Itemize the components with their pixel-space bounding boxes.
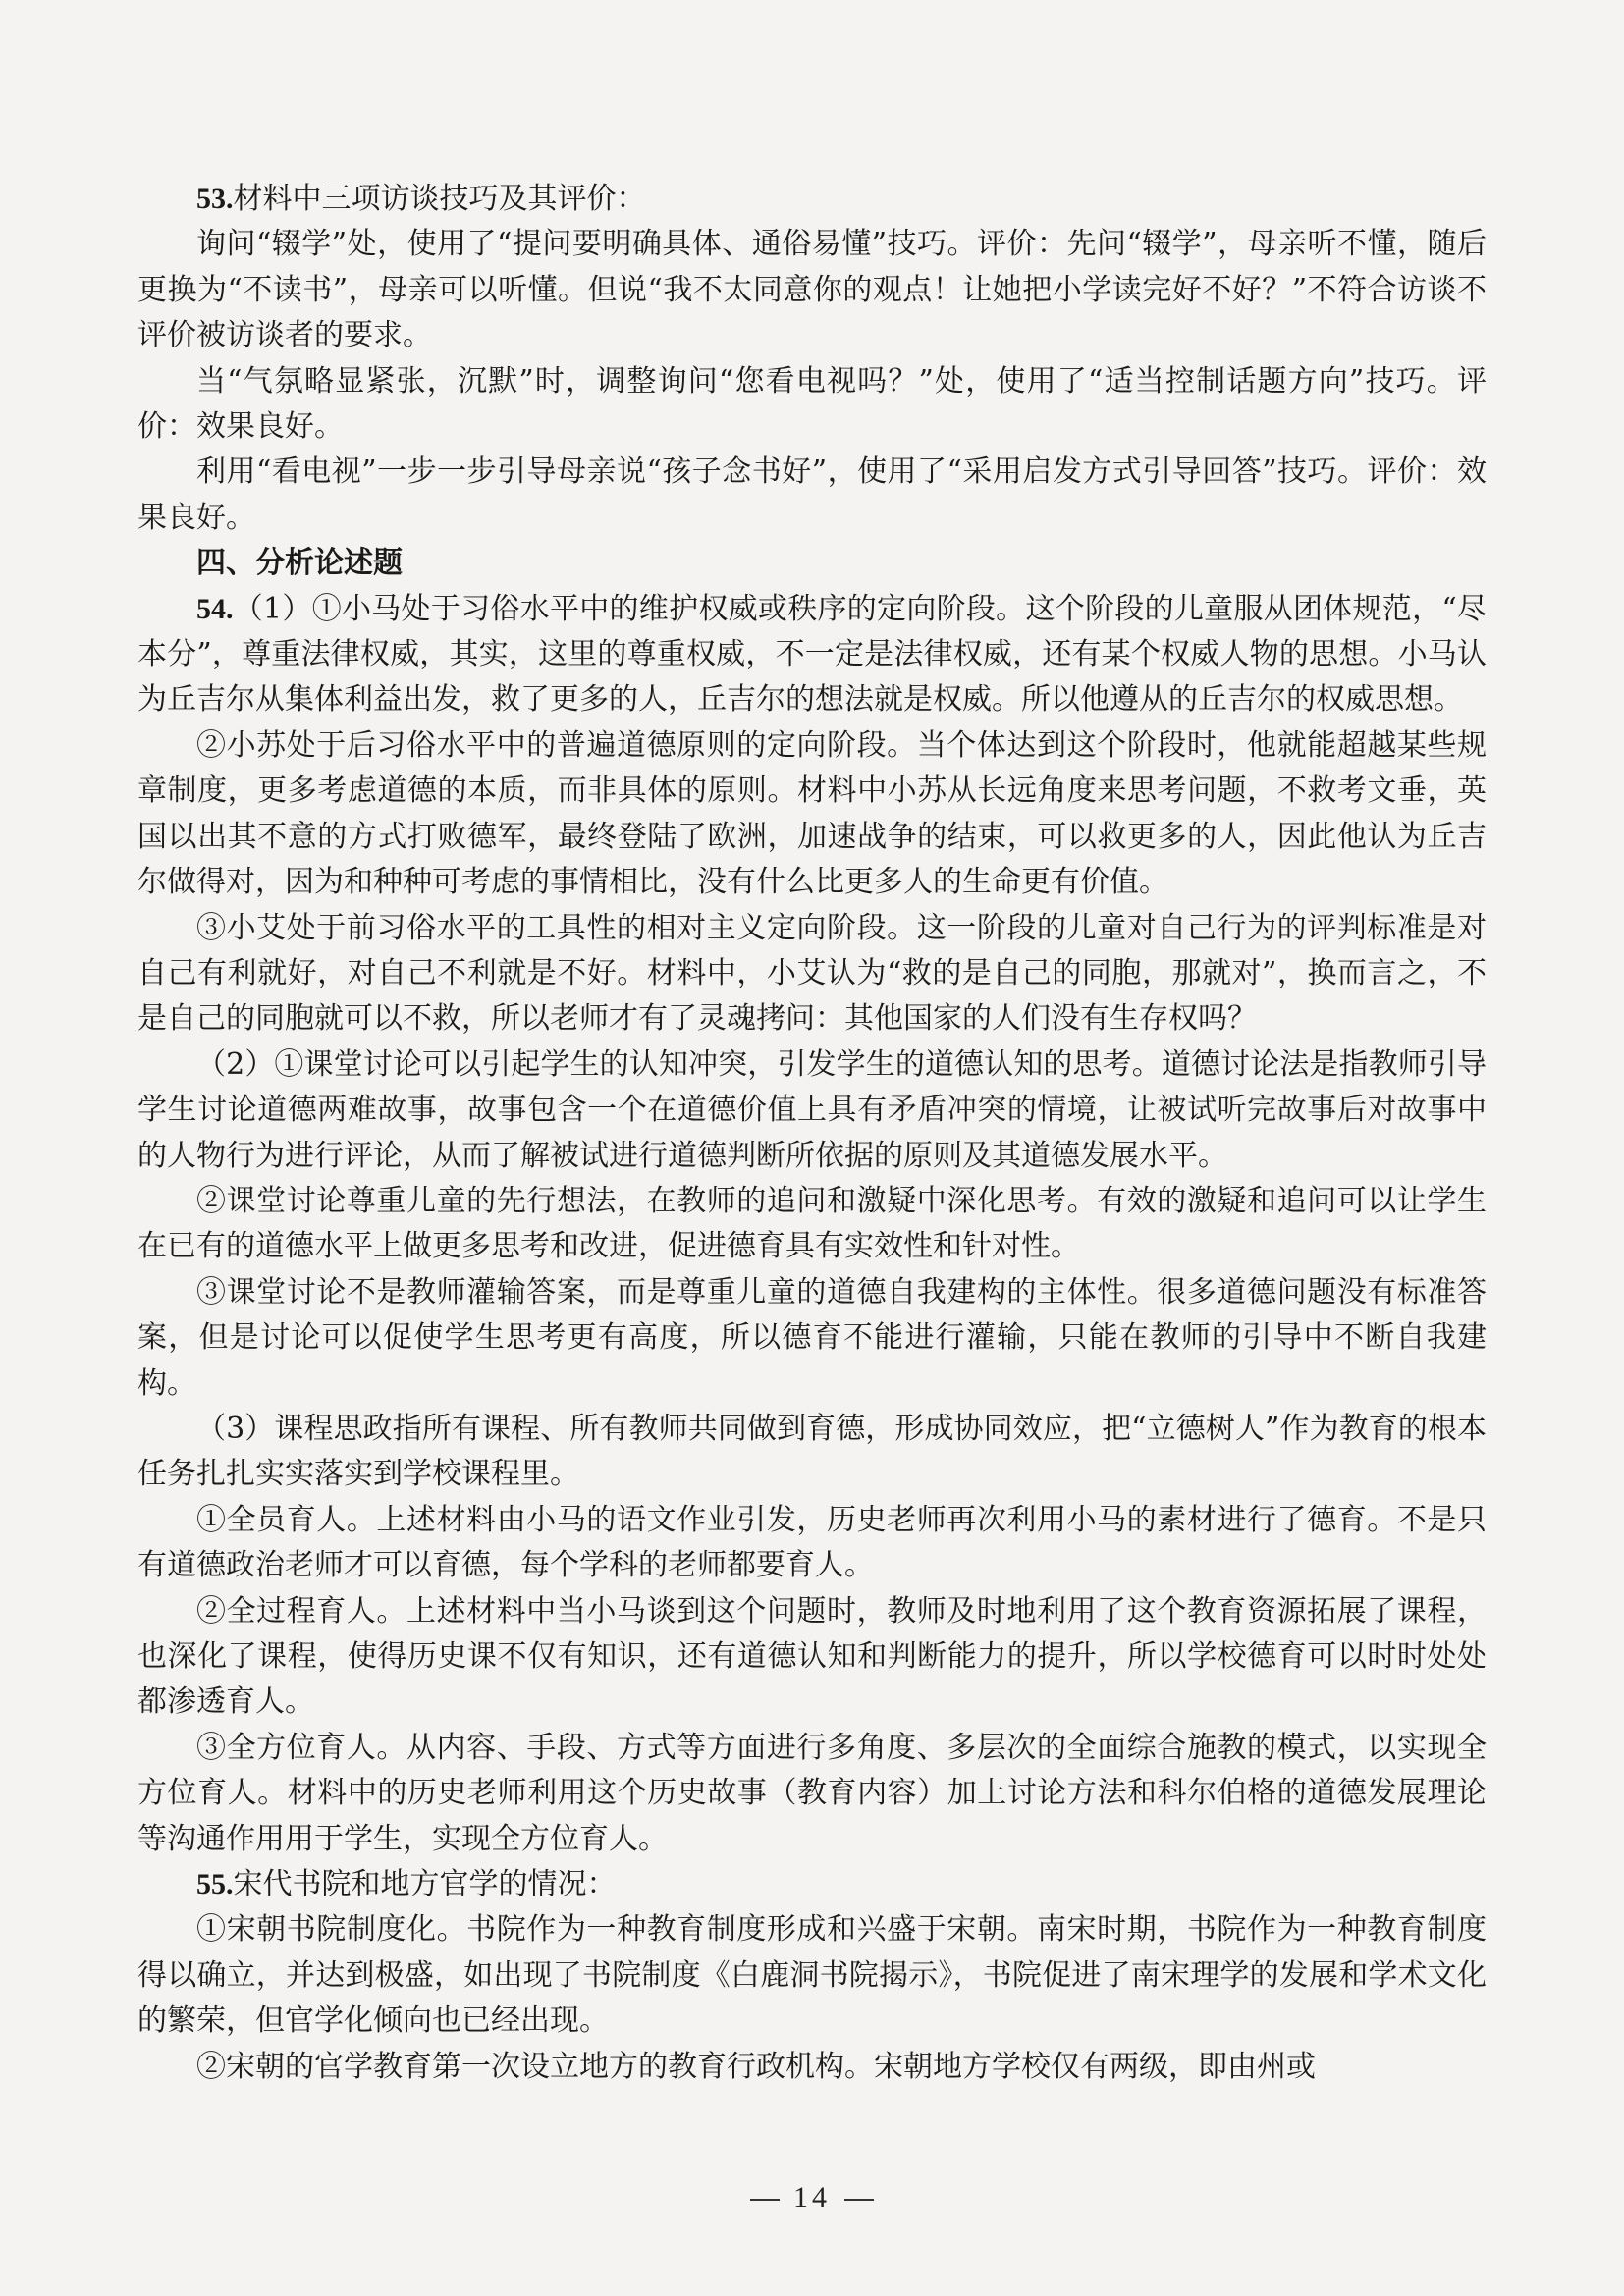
- paragraph-text: ③全方位育人。从内容、手段、方式等方面进行多角度、多层次的全面综合施教的模式，以实现全方位育人。材料中的历史老师利用这个历史故事（教育内容）加上讨论方法和科尔伯格的道德发展理论等沟通作用用于学生，实现全方位育人。: [137, 1730, 1487, 1856]
- paragraph: [137, 1726, 1487, 1862]
- paragraph-text: 宋代书院和地方官学的情况：: [233, 1867, 617, 1902]
- paragraph: [137, 177, 1487, 222]
- paragraph: [137, 1179, 1487, 1270]
- paragraph: [137, 1589, 1487, 1726]
- paragraph-text: ②小苏处于后习俗水平中的普遍道德原则的定向阶段。当个体达到这个阶段时，他就能超越某些规章制度，更多考虑道德的本质，而非具体的原则。材料中小苏从长远角度来思考问题，不救考文垂，英国以出其不意的方式打败德军，最终登陆了欧洲，加速战争的结束，可以救更多的人，因此他认为丘吉尔做得对，因为和种种可考虑的事情相比，没有什么比更多人的生命更有价值。: [137, 727, 1487, 900]
- paragraph: [137, 723, 1487, 906]
- paragraph-text: ②全过程育人。上述材料中当小马谈到这个问题时，教师及时地利用了这个教育资源拓展了课程，也深化了课程，使得历史课不仅有知识，还有道德认知和判断能力的提升，所以学校德育可以时时处处都渗透育人。: [137, 1593, 1487, 1720]
- paragraph-text: 询问“辍学”处，使用了“提问要明确具体、通俗易懂”技巧。评价：先问“辍学”，母亲听不懂，随后更换为“不读书”，母亲可以听懂。但说“我不太同意你的观点！让她把小学读完好不好？”不符合访谈不评价被访谈者的要求。: [137, 227, 1487, 353]
- paragraph-text: ③课堂讨论不是教师灌输答案，而是尊重儿童的道德自我建构的主体性。很多道德问题没有标准答案，但是讨论可以促使学生思考更有高度，所以德育不能进行灌输，只能在教师的引导中不断自我建构。: [137, 1274, 1487, 1401]
- question-number: 55.: [196, 1868, 234, 1901]
- paragraph: [137, 450, 1487, 541]
- question-number: 54.: [196, 592, 234, 625]
- paragraph-text: （1）①小马处于习俗水平中的维护权威或秩序的定向阶段。这个阶段的儿童服从团体规范，“尽本分”，尊重法律权威，其实，这里的尊重权威，不一定是法律权威，还有某个权威人物的思想。小马认为丘吉尔从集体利益出发，救了更多的人，丘吉尔的想法就是权威。所以他遵从的丘吉尔的权威思想。: [137, 591, 1487, 718]
- paragraph-text: ①全员育人。上述材料由小马的语文作业引发，历史老师再次利用小马的素材进行了德育。不是只有道德政治老师才可以育德，每个学科的老师都要育人。: [137, 1502, 1487, 1583]
- paragraph: [137, 1270, 1487, 1407]
- paragraph-text: 四、分析论述题: [196, 546, 403, 581]
- paragraph-text: ②宋朝的官学教育第一次设立地方的教育行政机构。宋朝地方学校仅有两级，即由州或: [196, 2049, 1316, 2084]
- paragraph: [137, 587, 1487, 723]
- document-body: [137, 177, 1487, 2090]
- paragraph: [137, 1498, 1487, 1589]
- paragraph-text: 材料中三项访谈技巧及其评价：: [233, 182, 646, 216]
- paragraph-text: ②课堂讨论尊重儿童的先行想法，在教师的追问和激疑中深化思考。有效的激疑和追问可以让学生在已有的道德水平上做更多思考和改进，促进德育具有实效性和针对性。: [137, 1183, 1487, 1264]
- paragraph-text: ③小艾处于前习俗水平的工具性的相对主义定向阶段。这一阶段的儿童对自己行为的评判标准是对自己有利就好，对自己不利就是不好。材料中，小艾认为“救的是自己的同胞，那就对”，换而言之，不是自己的同胞就可以不救，所以老师才有了灵魂拷问：其他国家的人们没有生存权吗？: [137, 910, 1487, 1037]
- page-footer: [0, 2181, 1624, 2215]
- paragraph: [137, 906, 1487, 1042]
- paragraph: [137, 359, 1487, 451]
- page-number: 14: [793, 2181, 831, 2214]
- paragraph: [137, 222, 1487, 358]
- paragraph: [137, 2045, 1487, 2090]
- paragraph-text: （2）①课堂讨论可以引起学生的认知冲突，引发学生的道德认知的思考。道德讨论法是指教师引导学生讨论道德两难故事，故事包含一个在道德价值上具有矛盾冲突的情境，让被试听完故事后对故事中的人物行为进行评论，从而了解被试进行道德判断所依据的原则及其道德发展水平。: [137, 1046, 1487, 1173]
- footer-dash-right: [844, 2199, 874, 2201]
- paragraph: [137, 1407, 1487, 1498]
- paragraph: [137, 1862, 1487, 1907]
- section-heading: [137, 541, 1487, 586]
- paragraph-text: 当“气氛略显紧张，沉默”时，调整询问“您看电视吗？”处，使用了“适当控制话题方向”技巧。评价：效果良好。: [137, 363, 1487, 445]
- paragraph-text: 利用“看电视”一步一步引导母亲说“孩子念书好”，使用了“采用启发方式引导回答”技巧。评价：效果良好。: [137, 454, 1487, 535]
- paragraph: [137, 1907, 1487, 2044]
- question-number: 53.: [196, 183, 234, 215]
- paragraph-text: ①宋朝书院制度化。书院作为一种教育制度形成和兴盛于宋朝。南宋时期，书院作为一种教育制度得以确立，并达到极盛，如出现了书院制度《白鹿洞书院揭示》，书院促进了南宋理学的发展和学术文化的繁荣，但官学化倾向也已经出现。: [137, 1912, 1487, 2039]
- paragraph-text: （3）课程思政指所有课程、所有教师共同做到育德，形成协同效应，把“立德树人”作为教育的根本任务扎扎实实落实到学校课程里。: [137, 1411, 1487, 1492]
- footer-dash-left: [750, 2199, 780, 2201]
- paragraph: [137, 1042, 1487, 1179]
